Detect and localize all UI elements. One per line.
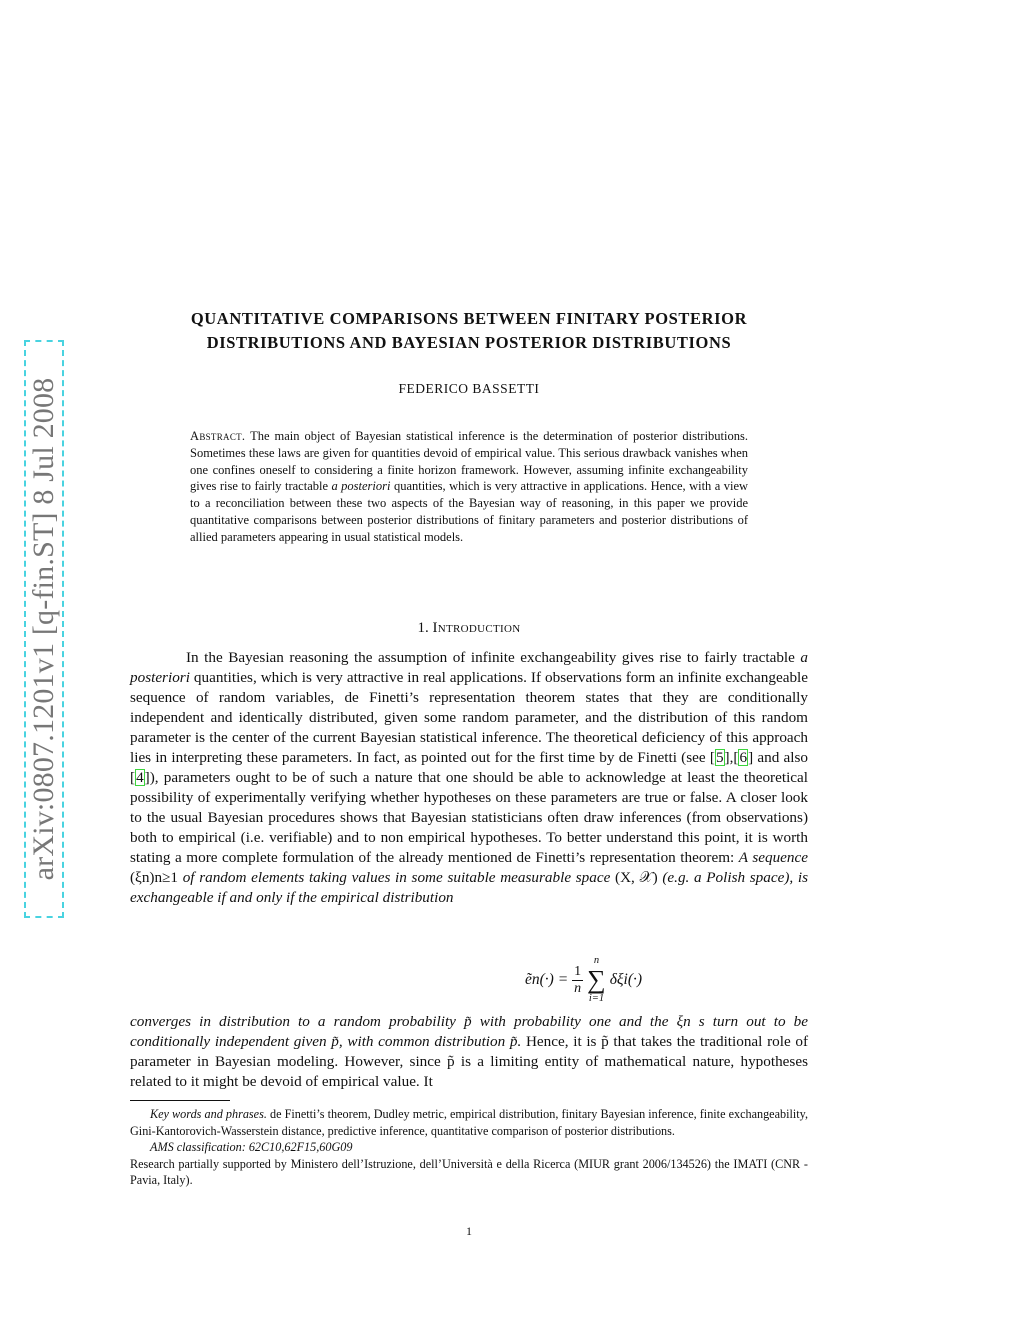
body-s1-italic: a posteriori <box>130 649 808 686</box>
abstract <box>190 428 748 546</box>
continuation-italic: converges in distribution to a random probability p̃ with probability one and the ξn s turn out to be conditionally independent given p̃, with common distribution p̃. <box>130 1013 808 1050</box>
body-s3: and also <box>757 749 809 766</box>
section-number: 1. <box>417 620 429 636</box>
title-line-1: QUANTITATIVE COMPARISONS BETWEEN FINITARY POSTERIOR <box>190 309 748 328</box>
theorem-sequence: (ξn)n≥1 <box>130 869 179 886</box>
citation-link-6[interactable]: 6 <box>739 749 748 766</box>
theorem-text-2: of random elements taking values in some suitable measurable space <box>182 869 611 886</box>
theorem-space: (X, 𝒳) <box>615 869 658 886</box>
sum-upper-limit: n <box>593 955 600 966</box>
footnote-rule <box>130 1100 230 1101</box>
abstract-italic: a posteriori <box>331 479 391 494</box>
empirical-distribution-equation <box>130 950 808 1010</box>
equation-fraction <box>572 964 583 997</box>
footnotes <box>130 1106 808 1189</box>
abstract-text-b: quantities, which is very attractive in applications. Hence, with a view to a reconciliation between these two aspects of the Bayesian way of reasoning, in this paper we provide quantitative comparisons between posterior distributions of finitary parameters and posterior distributions of allied parameters appearing in usual statistical models. <box>190 479 749 544</box>
body-s2: quantities, which is very attractive in real applications. If observations form an infinite exchangeable sequence of random variables, de Finetti’s representation theorem states that they are conditionally independent and identically distributed, given some random parameter, and the distribution of this random parameter is the center of the current Bayesian statistical inference. The theoretical deficiency of this approach lies in interpreting these parameters. In fact, as pointed out for the first time by de Finetti (see <box>130 669 808 766</box>
citation-link-4[interactable]: 4 <box>136 769 144 786</box>
fraction-numerator: 1 <box>574 963 582 979</box>
paper-title <box>130 307 808 355</box>
page-number: 1 <box>466 1224 472 1238</box>
theorem-text-1: A sequence <box>738 849 808 866</box>
ams-classification: AMS classification: 62C10,62F15,60G09 <box>150 1140 353 1154</box>
funding-note: Research partially supported by Ministero dell’Istruzione, dell’Università e della Ricerca (MIUR grant 2006/134526) the IMATI (CNR - Pavia, Italy). <box>130 1156 808 1187</box>
section-title: Introduction <box>432 620 521 636</box>
continuation-text: Hence, it is p̃ that takes the traditional role of parameter in Bayesian modeling. However, since p̃ is a limiting entity of mathematical nature, hypotheses related to it might be devoid of empirical value. It <box>130 1033 809 1090</box>
abstract-label: Abstract. <box>190 429 246 443</box>
intro-paragraph: In the Bayesian reasoning the assumption of infinite exchangeability gives rise to fairly tractable a posteriori quantities, which is very attractive in real applications. If observations form an infinite exchangeable sequence of random variables, de Finetti’s representation theorem states that they are conditionally independent and identically distributed, given some random parameter, and the distribution of this random parameter is the center of the current Bayesian statistical inference. The theoretical deficiency of this approach lies in interpreting these parameters. In fact, as pointed out for the first time by de Finetti (see [5],[6] and also [4]), parameters ought to be of such a nature that one should be able to acknowledge at least the theoretical possibility of experimentally verifying whether hypotheses on these parameters are true or false. A closer look to the usual Bayesian procedures shows that Bayesian statisticians often draw inferences (from observations) both to empirical (i.e. verifiable) and to non empirical hypotheses. To better understand this point, it is worth stating a more complete formulation of the already mentioned de Finetti’s representation theorem: A sequence (ξn)n≥1 of random elements taking values in some suitable measurable space (X, 𝒳) (e.g. a Polish space), is exchangeable if and only if the empirical distribution <box>130 649 809 906</box>
equation-rhs: δξi(·) <box>609 971 643 988</box>
summation <box>587 955 606 1005</box>
section-heading <box>130 620 808 637</box>
title-line-2: DISTRIBUTIONS AND BAYESIAN POSTERIOR DISTRIBUTIONS <box>206 333 732 352</box>
body-s4: ), parameters ought to be of such a nature that one should be able to acknowledge at least the theoretical possibility of experimentally verifying whether hypotheses on these parameters are true or false. A closer look to the usual Bayesian procedures shows that Bayesian statisticians often draw inferences (from observations) both to empirical (i.e. verifiable) and to non empirical hypotheses. To better understand this point, it is worth stating a more complete formulation of the already mentioned de Finetti’s representation theorem: <box>130 769 808 866</box>
equation-lhs: ẽn(·) = <box>525 971 569 988</box>
sum-symbol: ∑ <box>587 965 606 994</box>
body-s1: In the Bayesian reasoning the assumption of infinite exchangeability gives rise to fairly tractable <box>186 649 795 666</box>
sum-lower-limit: i=1 <box>588 993 605 1004</box>
citation-link-5[interactable]: 5 <box>715 749 724 766</box>
theorem-text-3: (e.g. a Polish space), is exchangeable if and only if the empirical distribution <box>130 869 809 906</box>
fraction-denominator: n <box>574 980 582 996</box>
author: FEDERICO BASSETTI <box>398 381 540 396</box>
continuation-paragraph <box>130 1012 808 1092</box>
keywords-label: Key words and phrases. <box>150 1107 267 1121</box>
keywords-text: de Finetti’s theorem, Dudley metric, empirical distribution, finitary Bayesian inference, finite exchangeability, Gini-Kantorovich-Wasserstein distance, predictive inference, quantitative comparison of posterior distributions. <box>130 1107 808 1138</box>
abstract-text-a: The main object of Bayesian statistical inference is the determination of posterior distributions. Sometimes these laws are given for quantities devoid of empirical value. This serious drawback vanishes when one confines oneself to considering a finite horizon framework. However, assuming infinite exchangeability gives rise to fairly tractable <box>190 429 748 494</box>
citation-separator: , <box>729 749 734 766</box>
arxiv-stamp: arXiv:0807.1201v1 [q-fin.ST] 8 Jul 2008 <box>27 377 60 881</box>
